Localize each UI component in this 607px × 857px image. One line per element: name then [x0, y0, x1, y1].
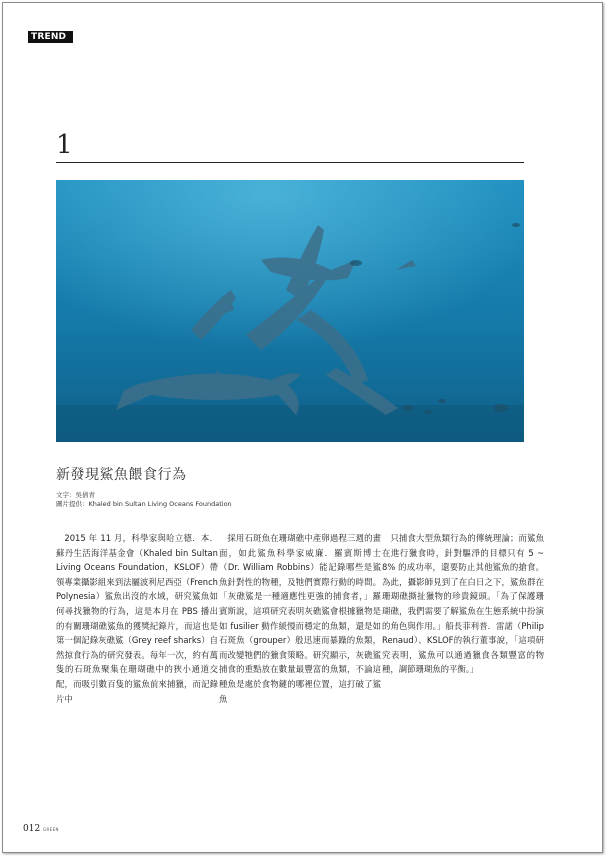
author-credit: 文字：吳倩青 — [56, 491, 95, 499]
chapter-divider — [56, 162, 524, 163]
hero-photo-sharks — [56, 180, 524, 442]
section-tag: TREND — [28, 31, 73, 43]
body-column-2 — [219, 531, 381, 706]
body-paragraph: 採用石斑魚在珊瑚礁中產卵過程三週的畫面，如此鯊魚科學家威廉．羅賓斯博士（Dr. William Robbins）能記錄哪些是鯊魚針對性的物種，及牠們實際行動的時間。「灰礁鯊是一種適應性更強的捕食者，」羅賓斯說，這項研究表明灰礁鯊會根據獵物是如 fusilier 動作緩慢而穩定的魚類，還是如石斑魚（grouper）般迅速而暴躁的魚類，而改變牠們的獵食策略。研究顯示，灰礁鯊捕食的重點放在數量最豐富的魚類，不論這種魚是處於食物鏈的哪裡位置，這打破了鯊魚 — [219, 533, 381, 704]
body-column-3 — [382, 531, 544, 677]
page-number: 012 — [23, 824, 41, 834]
magazine-name: GREEN — [43, 827, 59, 832]
photo-credit: 圖片提供：Khaled bin Sultan Living Oceans Foundation — [56, 500, 232, 508]
article-title: 新發現鯊魚餵食行為 — [56, 467, 187, 483]
body-column-1 — [56, 531, 218, 706]
chapter-number: 1 — [56, 130, 73, 160]
body-paragraph: 只捕食大型魚類行為的傳統理論；而鯊魚在進行獵食時，針對驅淨的目標只有 5 ~ 8% 的成功率，還要防止其他鯊魚的搶食。為此，攝影師見到了在白日之下，鯊魚群在珊瑚礁撕扯獵物的珍貴鏡頭。「為了保護珊瑚礁，我們需要了解鯊魚在生態系統中扮演的角色與作用。」船長菲利普．雷諾（Philip Renaud）、KSLOF的執行董事說，「這項研究表明，鯊魚可以通過獵食各類豐富的物種，調節珊瑚魚的平衡。」 — [382, 533, 544, 675]
body-paragraph: 2015 年 11 月，科學家與哈立德．本．蘇丹生活海洋基金會（Khaled bin Sultan Living Oceans Foundation，KSLOF）帶領專業攝影組來到法屬波利尼西亞（French Polynesia）鯊魚出沒的水域，研究鯊魚如何尋找獵物的行為，這是本月在 PBS 播出的有關珊瑚礁鯊魚的獲獎紀錄片，而這也是第一個記錄灰礁鯊（Grey reef sharks）自然掠食行為的研究發表。每年一次，約有萬隻的石斑魚聚集在珊瑚礁中的狹小通道交配，而吸引數百隻的鯊魚前來捕獵，而記錄片中 — [56, 533, 218, 704]
